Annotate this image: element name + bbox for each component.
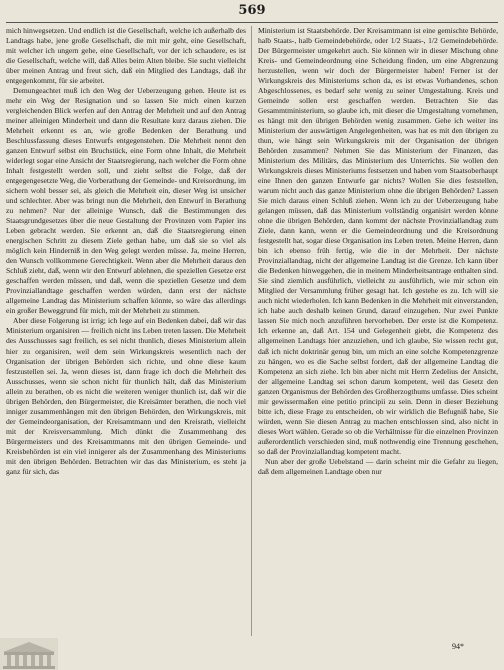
right-column [258,26,498,636]
printer-signature: 94* [452,642,464,651]
library-stamp-logo [0,638,58,670]
left-column [6,26,246,636]
paragraph: mich hinwegsetzen. Und endlich ist die Gesellschaft, welche ich außerhalb des Landtags habe, jene große Gesellschaft, die mit mir geht, eine Gesellschaft, mit welcher ich ungern gehe, eine Gesellschaft, vor der ich schaudere, es ist die Gesellschaft, welche will, daß Alles beim Alten bleibe. Sie sucht vielleicht über meinen Antrag und freut sich, daß ein Mitglied des Landtags, daß ihr entgegenkommt, für sie arbeitet. [6,26,246,86]
paragraph: Ministerium ist Staatsbehörde. Der Kreisamtmann ist eine gemischte Behörde, halb Staats-, halb Gemeindebehörde, oder 1/2 Staats-, 1/2 Gemeindebehörde. Der Bürgermeister umgekehrt auch. Sie können wir in dieser Mischung ohne Kreis- und Gemeindeordnung eine Scheidung finden, um eine Abgrenzung herzustellen, wenn wir doch der Bürgermeister haben! Ferner ist der Wirkungskreis des Ministeriums schon da, es ist etwas Vorhandenes, schon Abgeschlossenes, es bedarf sehr wenig zu seiner Umgestaltung. Kreis und Gemeinde sollen erst geschaffen werden. Betrachten Sie das Gesammtministerium, so glaube ich, mit dieser die Umgestaltung vornehmen, es hängt mit den übrigen Behörden wenig zusammen. Gehe ich weiter ins Ministerium der auswärtigen Angelegenheiten, was hat es mit den übrigen zu thun, wie hängt sein Wirkungskreis mit der Organisation der übrigen Behörden zusammen? Nehmen Sie das Ministerium der Finanzen, das Ministerium des Militärs, das Ministerium des Unterrichts. Sie wollen den Wirkungskreis dieses Ministeriums festsetzen und haben vom Staatsoberhaupt eine Ihnen den ganzen Entwurfe gar nichts? Wollen Sie dies feststellen, warum nicht auch das ganze Ministerium ohne die übrigen Behörden? Lassen Sie mich daraus einen Schluß ziehen. Wenn ich zu der Ueberzeugung habe gelangen müssen, daß das Ministerium vollständig organisirt werden könne ohne die übrigen Behörden, dann kommt der nächste Provinziallandtag zum Ziele, dann kann, wenn er die Gemeindeordnung und die Kreisordnung festgestellt hat, sogar diese Organisation ins Leben treten. Meine Herren, dann bin ich ebenso früh fertig, wie die in der Mehrheit. Der nächste Provinziallandtag, nicht der allgemeine Landtag ist die Grenze. Ich kann über die Bedenken hinweggehen, die in meinem Minderheitsantrage enthalten sind. Sie sind ziemlich ausführlich, vielleicht zu ausführlich, wie mir schon ein Mitglied der Versammlung früher gesagt hat. Ich gestehe es zu. Ich will sie auch nicht wiederholen. Ich kann Bedenken in die Mehrheit mit einverstanden, ich habe auch deshalb keinen Grund, darauf einzugehen. Nur zwei Punkte lassen Sie mich noch anzuführen hervorheben. Der erste ist die Kompetenz. Ich erkenne an, daß Art. 154 und Gelegenheit giebt, die Kompetenz des allgemeinen Landtags hier anzuziehen, und ich glaube, Sie wissen recht gut, daß ich nicht doktrinär genug bin, um mich an eine solche Kompetenzgrenze zu hängen, wo es die Sache selbst fordert, daß der allgemeine Landtag die Kompetenz an sich ziehe. Ich bin aber nicht mit Herrn Zedelius der Ansicht, der allgemeine Landtag sei schon darum kompetent, weil das Gesetz den ganzen Organismus der Behörden des Großherzogthums umfasse. Dies scheint mir gewissermaßen eine petitio principii zu sein. Denn in dieser Beziehung bitte ich, diese Frage zu entscheiden, ob wir wirklich die Befugniß habe, Sie würden, wenn Sie diesen Antrag zu machen entschlossen sind, also nicht in dieses Wort wählen. Gerade so ob die Verhältnisse für die einzelnen Provinzen außerordentlich verschieden sind, muß nothwendig eine Trennung geschehen, so daß der Provinziallandtag kompetent macht. [258,26,498,456]
column-divider [251,26,252,636]
page-number: 569 [238,3,266,18]
paragraph: Nun aber der große Uebelstand — darin scheint mir die Gefahr zu liegen, daß dem allgemeinen Landtage oben nur [258,456,498,476]
header-rule [6,22,498,23]
paragraph: Demungeachtet muß ich den Weg der Ueberzeugung gehen. Heute ist es mehr ein Weg der Resignation und so lassen Sie mich einen kurzen vergleichenden Blick werfen auf den Antrag der Mehrheit und auf den Antrag meiner alleinigen Minderheit und dann die Resultate kurz daraus ziehen. Die Mehrheit erkennt es an, wie große Bedenken der Berathung und Beschlussfassung dieses Entwurfs entgegenstehen. Die Mehrheit nennt den ganzen Entwurf selbst ein Bruchstück, eine Form ohne Inhalt, die Mehrheit widerlegt sogar eine Ansicht der Staatsregierung, nach welcher die Form ohne Inhalt festgestellt werden soll, und zieht selbst die Folge, daß der entgegengesetzte Weg, die Vorberathung der Gemeinde- und Kreisordnung, im sichern wohl besser sei, als gleich die Mehrheit ein, dieser Weg ist unsicher und schlechter. Aber was bringt nun die Mehrheit, den Entwurf in Berathung zu nehmen? Nur der alleinige Wunsch, daß die Bestimmungen des Staatsgrundgesetzes über die neue Gestaltung der Provinzen vom Papier ins Leben gebracht werden. Sie erkennt an, daß die Staatsregierung einen energischen Schritt zu diesem Ziele gethan habe, um daß sie so viel als möglich kein Hinderniß in den Weg gelegt werden müsse. Ja, meine Herren, den Wunsch vollkommene Gerechtigkeit. Wenn aber die Mehrheit daraus den Schluß zieht, daß, wenn wir den Entwurf ablehnen, die speziellen Gesetze erst geschaffen werden müssen, und daß, wenn die speziellen Gesetze und dem Provinziallandtage geschaffen werden würden, dann erst der nächste allgemeine Landtag das Ministerium schaffen könnte, so wäre das allerdings ein großer Beweggrund für mich, mit der Mehrheit zu stimmen. [6,86,246,316]
paragraph: Aber diese Folgerung ist irrig; ich lege auf ein Bedenken dabei, daß wir das Ministerium organisiren — freilich nicht ins Leben treten lassen. Die Mehrheit des Ausschusses sagt freilich, es sei nicht thunlich, dieses Ministerium allein hier zu organisiren, weil dem sein Wirkungskreis wesentlich nach der Organisation der übrigen Behörden sich richte, und ohne diese kaum festzustellen sei. Ja, wenn dieses ist, dann frage ich doch die Mehrheit des Ausschusses, wenn sie schon nicht für thunlich hält, daß das Ministerium allein zu berathen, ob es nicht die weiteren weniger thunlich ist, daß wir die übrigen Behörden, den Bürgermeister, die Kreisämter berathen, die noch viel inniger zusammenhängen mit den übrigen Behörden, den Wirkungskreis, mit der Gemeindeorganisation, der Kreisamtmann und den Kreisrath, vielleicht mit der Kreisversammlung. Mich dünkt die Zusammenhang des Bürgermeisters und des Kreisamtmanns mit den übrigen Gemeinde- und Kreisbehörden ist ein viel innigerer als der Zusammenhang des Ministeriums mit den übrigen Behörden. Betrachten wir das das Ministerium, es steht ja ganz für sich, das [6,316,246,476]
